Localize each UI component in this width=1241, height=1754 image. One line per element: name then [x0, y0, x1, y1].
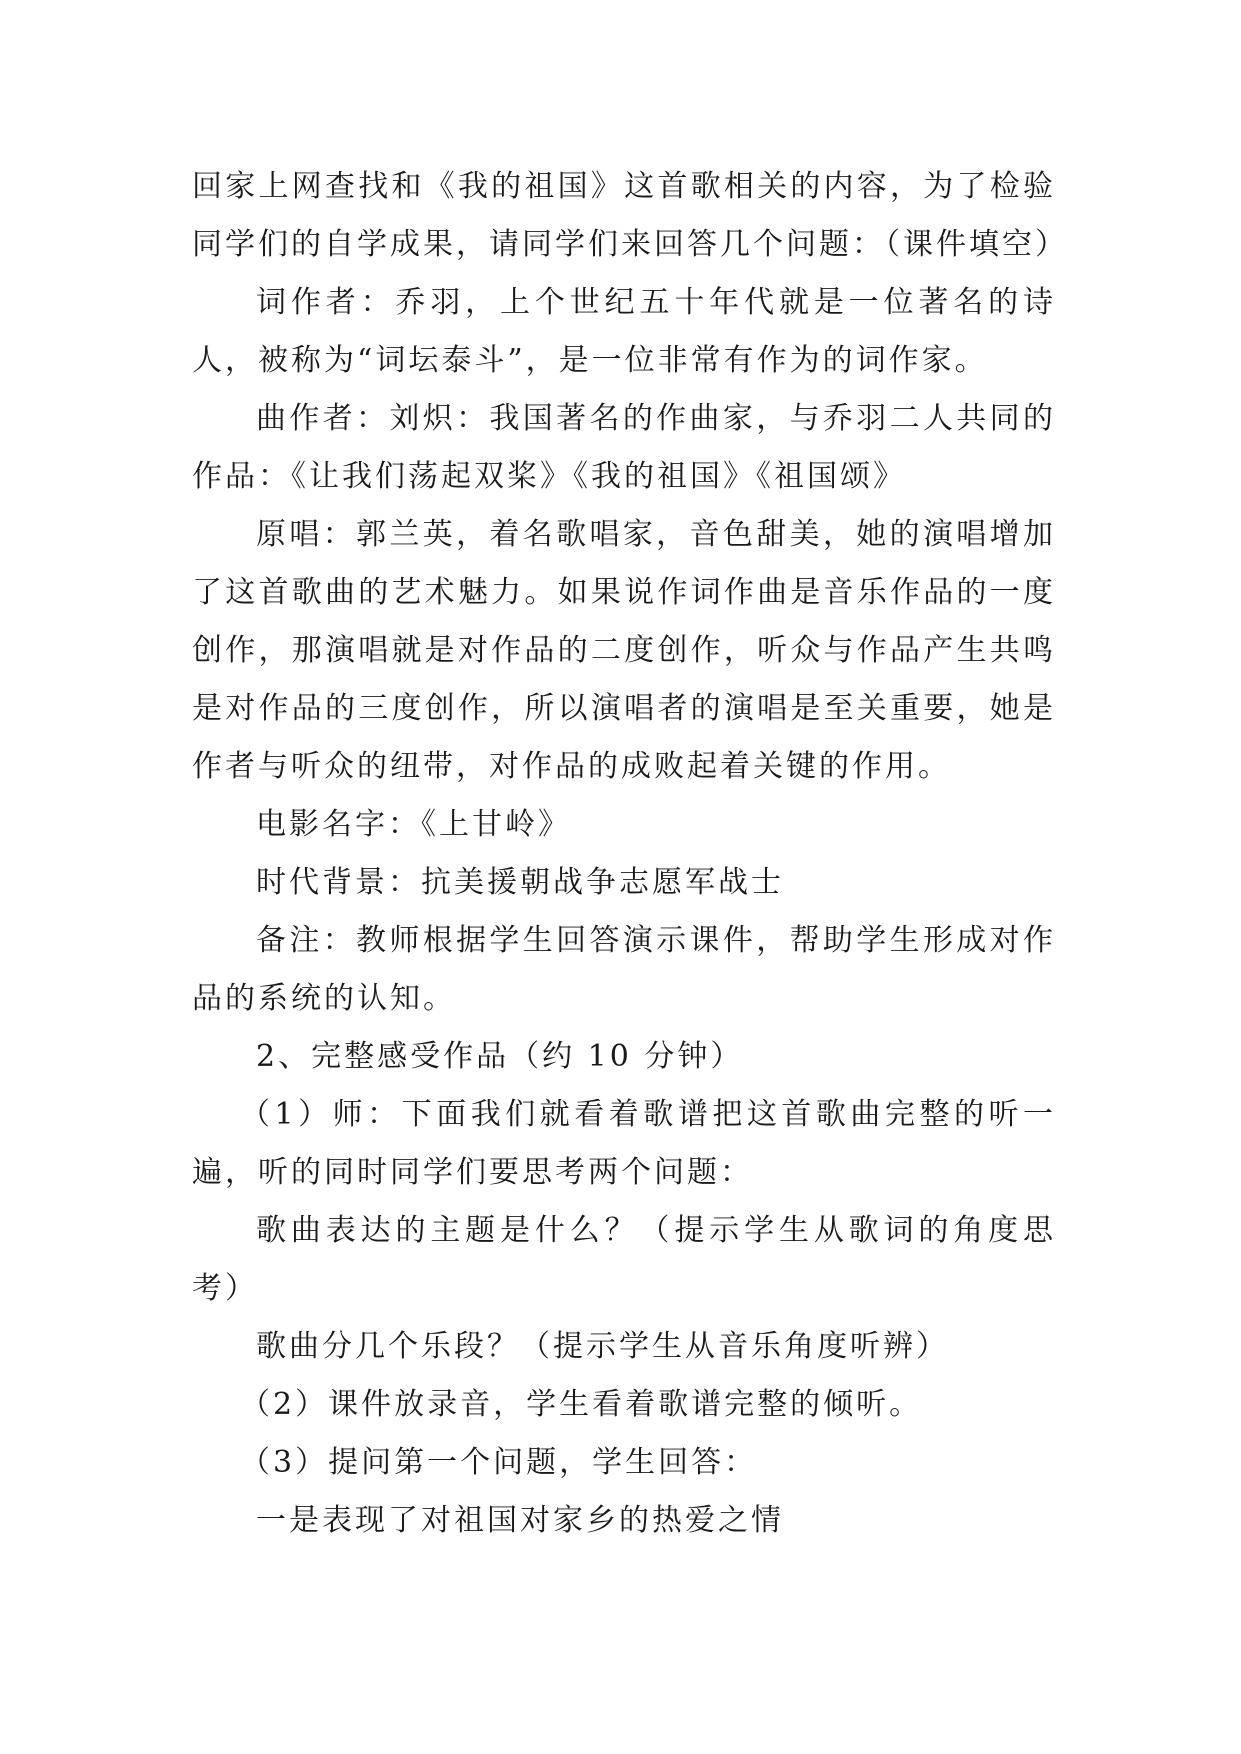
- paragraph-step-3: （3）提问第一个问题，学生回答：: [240, 1445, 758, 1480]
- paragraph-intro-continuation: 回家上网查找和《我的祖国》这首歌相关的内容，为了检验同学们的自学成果，请同学们来回答几个问题：（课件填空）: [192, 169, 1068, 262]
- section-heading-full-listening: 2、完整感受作品（约 10 分钟）: [256, 1039, 744, 1074]
- paragraph-step-1: （1）师：下面我们就看着歌谱把这首歌曲完整的听一遍，听的同时同学们要思考两个问题：: [192, 1097, 1056, 1190]
- paragraph-film-name: 电影名字：《上甘岭》: [256, 807, 571, 842]
- paragraph-background: 时代背景：抗美援朝战争志愿军战士: [256, 865, 784, 900]
- document-page: [192, 158, 1068, 1550]
- paragraph-lyricist: 词作者：乔羽，上个世纪五十年代就是一位著名的诗人，被称为“词坛泰斗”，是一位非常有作为的词作家。: [192, 285, 1056, 378]
- paragraph-question-sections: 歌曲分几个乐段？（提示学生从音乐角度听辨）: [256, 1329, 949, 1364]
- paragraph-original-singer: 原唱：郭兰英，着名歌唱家，音色甜美，她的演唱增加了这首歌曲的艺术魅力。如果说作词作曲是音乐作品的一度创作，那演唱就是对作品的二度创作，听众与作品产生共鸣是对作品的三度创作，所以演唱者的演唱是至关重要，她是作者与听众的纽带，对作品的成败起着关键的作用。: [192, 517, 1056, 784]
- paragraph-note: 备注：教师根据学生回答演示课件，帮助学生形成对作品的系统的认知。: [192, 923, 1056, 1016]
- paragraph-question-theme: 歌曲表达的主题是什么？（提示学生从歌词的角度思考）: [192, 1213, 1056, 1306]
- paragraph-step-2: （2）课件放录音，学生看着歌谱完整的倾听。: [240, 1387, 923, 1422]
- paragraph-answer-1: 一是表现了对祖国对家乡的热爱之情: [256, 1503, 784, 1538]
- paragraph-composer: 曲作者：刘炽：我国著名的作曲家，与乔羽二人共同的作品：《让我们荡起双桨》《我的祖国》《祖国颂》: [192, 401, 1056, 494]
